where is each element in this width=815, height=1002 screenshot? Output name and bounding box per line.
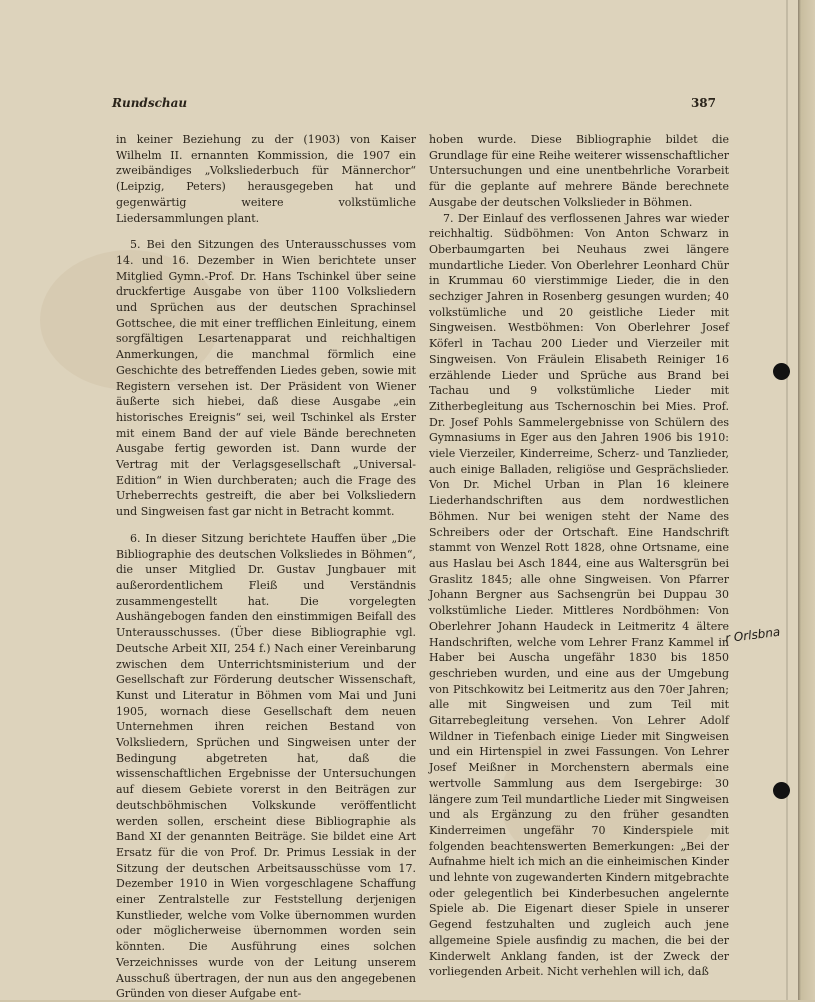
paragraph: 5. Bei den Sitzungen des Unterausschusses vom 14. und 16. Dezember in Wien berichtete unser Mitglied Gymn.-Prof. Dr. Hans Tschinkel über seine druckfertige Ausgabe von über 1100 Volksliedern und Sprüchen aus der deutschen Sprachinsel Gottschee, die mit einer trefflichen Einleitung, einem sorgfältigen Lesartenapparat und reichhaltigen Anmerkungen, die manchmal förmlich eine Geschichte des betreffenden Liedes geben, sowie mit Registern versehen ist. Der Präsident von Wiener äußerte sich hiebei, daß diese Ausgabe „ein historisches Ereignis“ sei, weil Tschinkel als Erster mit einem Band der auf viele Bände berechneten Ausgabe fertig geworden ist. Dann wurde der Vertrag mit der Verlagsgesellschaft „Universal-Edition“ in Wien durchberaten; auch die Frage des Urheberrechts gestreift, die aber bei Volksliedern und Singweisen fast gar nicht in Betracht kommt. [116,238,416,519]
page-fold [786,0,788,1000]
left-column [116,132,416,1002]
paragraph: 6. In dieser Sitzung berichtete Hauffen über „Die Bibliographie des deutschen Volksliedes in Böhmen“, die unser Mitglied Dr. Gustav Jungbauer mit außerordentlichem Fleiß und Verständnis zusammengestellt hat. Die vorgelegten Aushängebogen fanden den einstimmigen Beifall des Unterausschusses. (Über diese Bibliographie vgl. Deutsche Arbeit XII, 254 f.) Nach einer Vereinbarung zwischen dem Unterrichtsministerium und der Gesellschaft zur Förderung deutscher Wissenschaft, Kunst und Literatur in Böhmen vom Mai und Juni 1905, wornach diese Gesellschaft dem neuen Unternehmen ihren reichen Bestand von Volksliedern, Sprüchen und Singweisen unter der Bedingung abgetreten hat, daß die wissenschaftlichen Ergebnisse der Untersuchungen auf diesem Gebiete vorerst in den Beiträgen zur deutschböhmischen Volkskunde veröffentlicht werden sollen, erscheint diese Bibliographie als Band XI der genannten Beiträge. Sie bildet eine Art Ersatz für die von Prof. Dr. Primus Lessiak in der Sitzung der deutschen Arbeitsausschüsse vom 17. Dezember 1910 in Wien vorgeschlagene Schaffung einer Zentralstelle zur Feststellung derjenigen Kunstlieder, welche vom Volke übernommen wurden oder möglicherweise übernommen worden sein könnten. Die Ausführung eines solchen Verzeichnisses wurde von der Leitung unserem Ausschuß übertragen, der nun aus den angegebenen Gründen von dieser Aufgabe ent- [116,531,416,1001]
paragraph: hoben wurde. Diese Bibliographie bildet die Grundlage für eine Reihe weiterer wissenschaftlicher Untersuchungen und eine unentbehrliche Vorarbeit für die geplante auf mehrere Bände berechnete Ausgabe der deutschen Volkslieder in Böhmen. [429,133,729,209]
paragraph: in keiner Beziehung zu der (1903) von Kaiser Wilhelm II. ernannten Kommission, die 1907 ein zweibändiges „Volksliederbuch für Männerchor“ (Leipzig, Peters) herausgegeben hat und gegenwärtig weitere volkstümliche Liedersammlungen plant. [116,133,416,225]
page-edge [798,0,815,1000]
paragraph: 7. Der Einlauf des verflossenen Jahres war wieder reichhaltig. Südböhmen: Von Anton Schwarz in Oberbaumgarten bei Neuhaus zwei längere mundartliche Lieder. Von Oberlehrer Leonhard Chür in Krummau 60 vierstimmige Lieder, die in den sechziger Jahren in Rosenberg gesungen wurden; 40 volkstümliche und 20 geistliche Lieder mit Singweisen. Westböhmen: Von Oberlehrer Josef Köferl in Tachau 200 Lieder und Vierzeiler mit Singweisen. Von Fräulein Elisabeth Reiniger 16 erzählende Lieder und Sprüche aus Brand bei Tachau und 9 volkstümliche Lieder mit Zitherbegleitung aus Tschernoschin bei Mies. Prof. Dr. Josef Pohls Sammelergebnisse von Schülern des Gymnasiums in Eger aus den Jahren 1906 bis 1910: viele Vierzeiler, Kinderreime, Scherz- und Tanzlieder, auch einige Balladen, religiöse und Gesprächslieder. Von Dr. Michel Urban in Plan 16 kleinere Liederhandschriften aus dem nordwestlichen Böhmen. Nur bei wenigen steht der Name des Schreibers oder der Ortschaft. Eine Handschrift stammt von Wenzel Rott 1828, ohne Ortsname, eine aus Haslau bei Asch 1844, eine aus Waltersgrün bei Graslitz 1845; alle ohne Singweisen. Von Pfarrer Johann Bergner aus Sachsengrün bei Duppau 30 volkstümliche Lieder. Mittleres Nordböhmen: Von Oberlehrer Johann Haudeck in Leitmeritz 4 ältere Handschriften, welche vom Lehrer Franz Kammel in Haber bei Auscha ungefähr 1830 bis 1850 geschrieben wurden, und eine aus der Umgebung von Pitschkowitz bei Leitmeritz aus den 70er Jahren; alle mit Singweisen und zum Teil mit Gitarrebegleitung versehen. Von Lehrer Adolf Wildner in Tiefenbach einige Lieder mit Singweisen und ein Hirtenspiel in zwei Fassungen. Von Lehrer Josef Meißner in Morchenstern abermals eine wertvolle Sammlung aus dem Isergebirge: 30 längere zum Teil mundartliche Lieder mit Singweisen und als Ergänzung zu den früher gesandten Kinderreimen ungefähr 70 Kinderspiele mit folgenden beachtenswerten Bemerkungen: „Bei der Aufnahme hielt ich mich an die einheimischen Kinder und lehnte von zugewanderten Kindern mitgebrachte oder gelegentlich bei Kinderbesuchen angelernte Spiele ab. Die Eigenart dieser Spiele in unserer Gegend festzuhalten und zugleich auch jene allgemeine Spiele ausfindig zu machen, die bei der Kinderwelt Anklang fanden, ist der Zweck der vorliegenden Arbeit. Nicht verhehlen will ich, daß [429,211,729,979]
right-column [429,132,729,980]
running-header [112,96,716,116]
punch-hole [773,782,790,799]
section-title: Rundschau [112,96,188,110]
handwritten-margin-note: r Orlsbna [724,624,781,646]
punch-hole [773,363,790,380]
page-number: 387 [690,96,716,110]
